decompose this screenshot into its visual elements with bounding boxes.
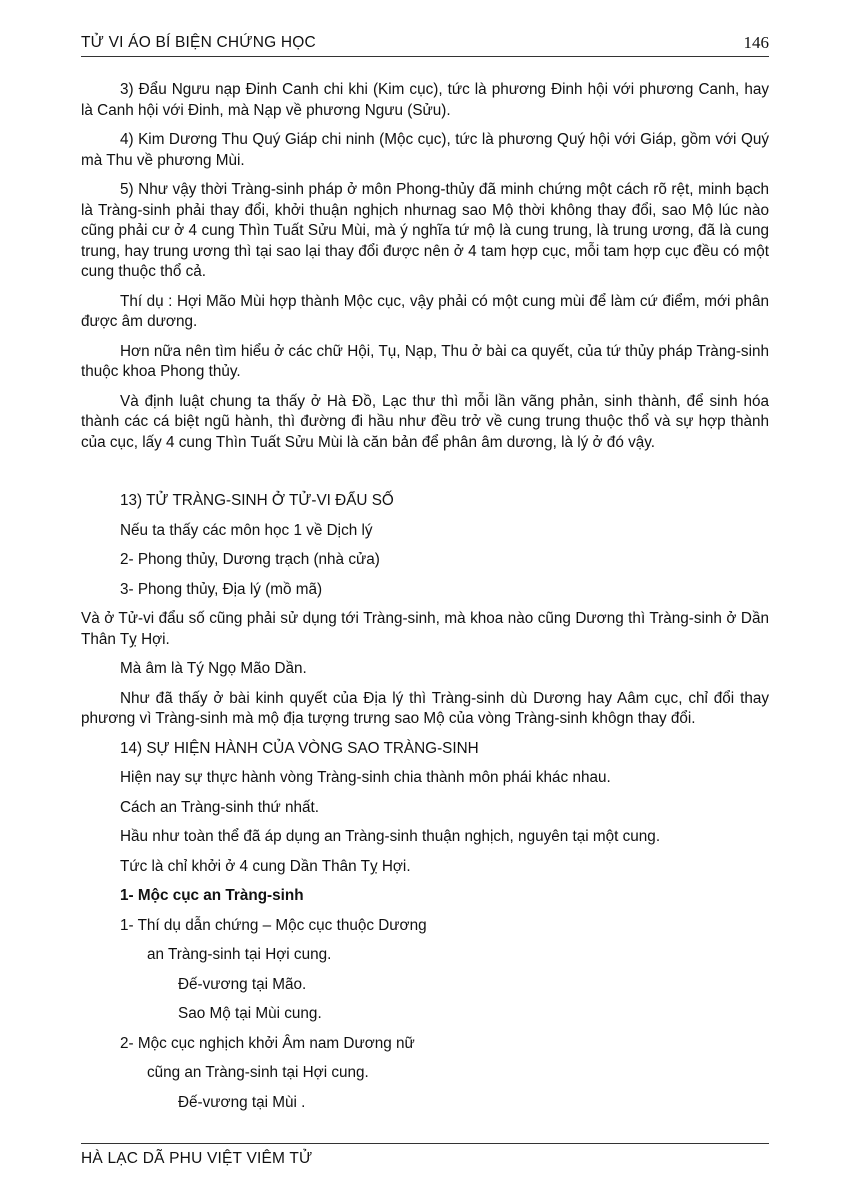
book-title: TỬ VI ÁO BÍ BIỆN CHỨNG HỌC <box>81 34 316 51</box>
section-13-heading: 13) TỬ TRÀNG-SINH Ở TỬ-VI ĐẨU SỐ <box>120 492 394 509</box>
page-header <box>81 30 769 57</box>
text-line: Cách an Tràng-sinh thứ nhất. <box>120 798 320 816</box>
paragraph: Hơn nữa nên tìm hiểu ở các chữ Hội, Tụ, Nạp, Thu ở bài ca quyết, của tứ thủy pháp Tràng-sinh thuộc khoa Phong thủy. <box>81 342 769 380</box>
example-sub: cũng an Tràng-sinh tại Hợi cung. <box>147 1064 369 1081</box>
example-detail: Đế-vương tại Mùi . <box>178 1093 306 1111</box>
example-line: 2- Mộc cục nghịch khởi Âm nam Dương nữ <box>120 1034 415 1052</box>
example-sub: an Tràng-sinh tại Hợi cung. <box>147 946 332 963</box>
text-line: Hiện nay sự thực hành vòng Tràng-sinh chia thành môn phái khác nhau. <box>120 769 611 786</box>
paragraph: 3) Đẩu Ngưu nạp Đinh Canh chi khi (Kim cục), tức là phương Đinh hội với phương Canh, hay là Canh hội với Đinh, mà Nạp về phương Ngưu (Sửu). <box>81 81 769 119</box>
page-number: 146 <box>743 33 769 52</box>
list-item: 2- Phong thủy, Dương trạch (nhà cửa) <box>120 551 380 568</box>
example-detail: Sao Mộ tại Mùi cung. <box>178 1005 322 1022</box>
paragraph: 5) Như vậy thời Tràng-sinh pháp ở môn Phong-thủy đã minh chứng một cách rõ rệt, minh bạch là Tràng-sinh phải thay đổi, khởi thuận nghịch nhưnag sao Mộ thời không thay đổi, sao Mộ lúc nào cũng phải cư ở 4 cung Thìn Tuất Sửu Mùi, mà ý nghĩa tứ mộ là cung trung, là trung ương, đã là cung trung, hay trung ương thì tại sao lại thay đổi được nên ở 4 tam hợp cục, mỗi tam hợp cục đều có một cung thuộc thổ cả. <box>81 181 769 280</box>
page-footer <box>81 1143 769 1167</box>
paragraph: Và ở Tử-vi đẩu số cũng phải sử dụng tới Tràng-sinh, mà khoa nào cũng Dương thì Tràng-sinh ở Dần Thân Tỵ Hợi. <box>81 610 769 648</box>
paragraph: 4) Kim Dương Thu Quý Giáp chi ninh (Mộc cục), tức là phương Quý hội với Giáp, gồm với Quý mà Thu về phương Mùi. <box>81 131 769 169</box>
page-content <box>81 80 769 1122</box>
list-item: Nếu ta thấy các môn học 1 về Dịch lý <box>120 521 373 539</box>
paragraph: Như đã thấy ở bài kinh quyết của Địa lý thì Tràng-sinh dù Dương hay Aâm cục, chỉ đổi thay phương vì Tràng-sinh mà mộ địa tượng trưng sao Mộ của vòng Tràng-sinh khôgn thay đổi. <box>81 689 769 727</box>
paragraph: Mà âm là Tý Ngọ Mão Dần. <box>120 660 307 677</box>
paragraph: Thí dụ : Hợi Mão Mùi hợp thành Mộc cục, vậy phải có một cung mùi để làm cứ điểm, mới phân được âm dương. <box>81 292 769 330</box>
text-line: Hầu như toàn thể đã áp dụng an Tràng-sinh thuận nghịch, nguyên tại một cung. <box>120 828 661 845</box>
list-item: 3- Phong thủy, Địa lý (mồ mã) <box>120 580 323 598</box>
footer-text: HÀ LẠC DÃ PHU VIỆT VIÊM TỬ <box>81 1150 313 1167</box>
section-14-heading: 14) SỰ HIỆN HÀNH CỦA VÒNG SAO TRÀNG-SINH <box>120 739 479 757</box>
text-line: Tức là chỉ khởi ở 4 cung Dần Thân Tỵ Hợi. <box>120 857 411 875</box>
example-line: 1- Thí dụ dẫn chứng – Mộc cục thuộc Dương <box>120 916 427 934</box>
paragraph: Và định luật chung ta thấy ở Hà Đồ, Lạc thư thì mỗi lần vãng phản, sinh thành, để sinh hóa thành các cá biệt ngũ hành, thì đường đi hầu như đều trở về cung trung thuộc thổ và sự hợp thành của cục, lấy 4 cung Thìn Tuất Sửu Mùi là căn bản để phân âm dương, là lý ở đó vậy. <box>81 392 769 451</box>
example-detail: Đế-vương tại Mão. <box>178 975 307 993</box>
subheading: 1- Mộc cục an Tràng-sinh <box>120 887 304 904</box>
